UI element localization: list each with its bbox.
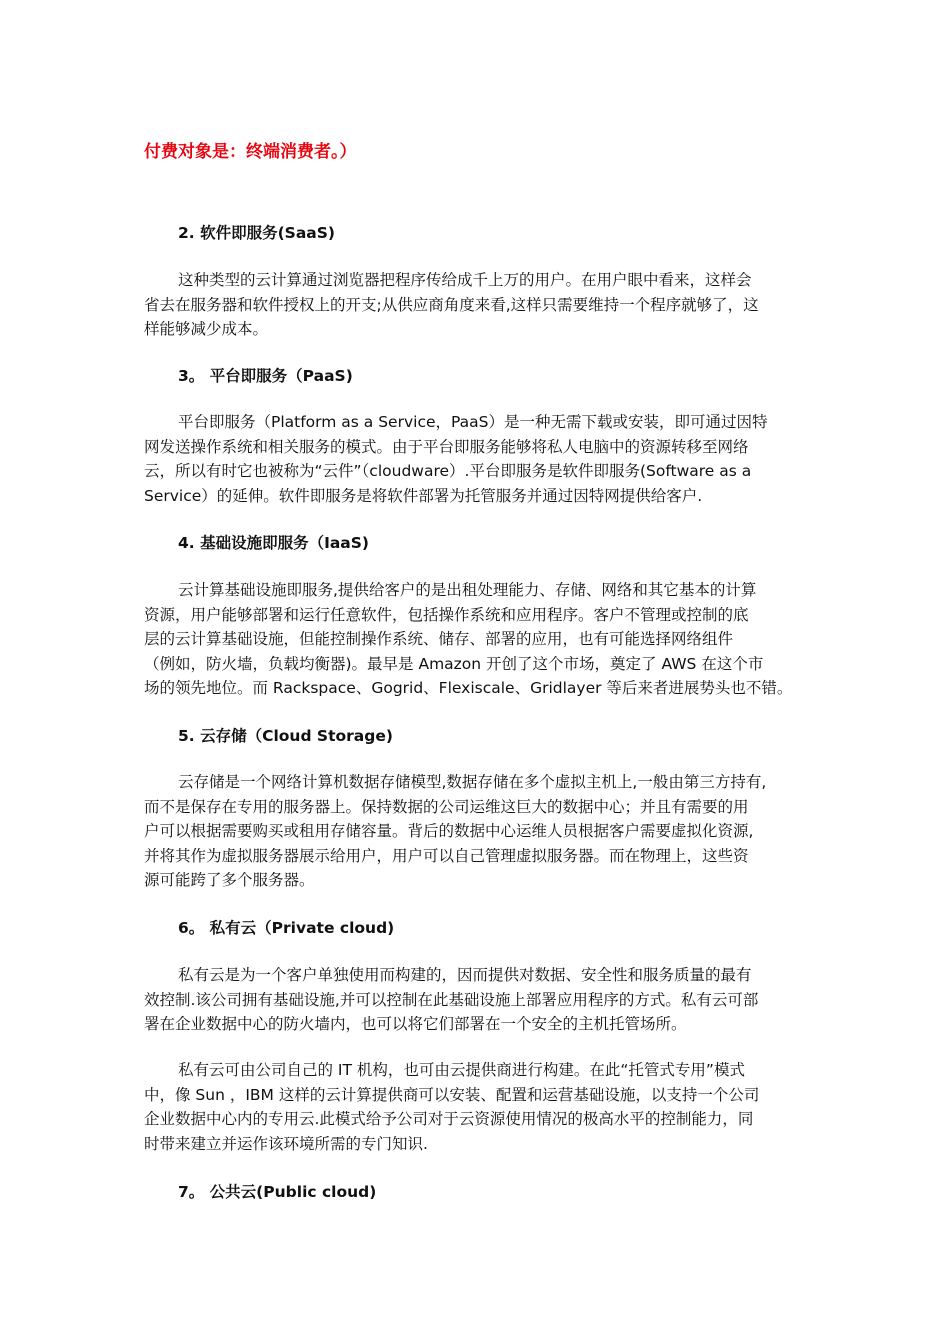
section-title-cloud-storage: 5. 云存储（Cloud Storage)	[178, 727, 393, 745]
paragraph-line: 云计算基础设施即服务,提供给客户的是出租处理能力、存储、网络和其它基本的计算	[178, 581, 757, 599]
paragraph-line: 场的领先地位。而 Rackspace、Gogrid、Flexiscale、Gridlayer 等后来者进展势头也不错。	[144, 679, 793, 697]
paragraph-line: 省去在服务器和软件授权上的开支;从供应商角度来看,这样只需要维持一个程序就够了，这	[144, 295, 759, 314]
paragraph-line: 而不是保存在专用的服务器上。保持数据的公司运维这巨大的数据中心；并且有需要的用	[144, 797, 749, 816]
paragraph-line: 网发送操作系统和相关服务的模式。由于平台即服务能够将私人电脑中的资源转移至网络	[144, 437, 749, 456]
paragraph-line: 效控制.该公司拥有基础设施,并可以控制在此基础设施上部署应用程序的方式。私有云可部	[144, 990, 759, 1009]
paragraph-line: 资源，用户能够部署和运行任意软件，包括操作系统和应用程序。客户不管理或控制的底	[144, 605, 749, 624]
paragraph-line: Service）的延伸。软件即服务是将软件部署为托管服务并通过因特网提供给客户.	[144, 486, 703, 505]
section-title-paas: 3。 平台即服务（PaaS)	[178, 367, 353, 385]
section-title-iaas: 4. 基础设施即服务（IaaS)	[178, 534, 370, 552]
paragraph-line: 源可能跨了多个服务器。	[144, 871, 315, 889]
paragraph-line: 样能够减少成本。	[144, 320, 269, 338]
paragraph-line: 云存储是一个网络计算机数据存储模型,数据存储在多个虚拟主机上,一般由第三方持有,	[178, 773, 767, 791]
paragraph-line: 企业数据中心内的专用云.此模式给予公司对于云资源使用情况的极高水平的控制能力，同	[144, 1110, 754, 1128]
paragraph-line: 云，所以有时它也被称为“云件”（cloudware）.平台即服务是软件即服务(Software as a	[144, 462, 752, 480]
section-title-public-cloud: 7。 公共云(Public cloud)	[178, 1183, 377, 1201]
paragraph-cloud-storage	[144, 770, 814, 893]
paragraph-iaas	[144, 578, 814, 701]
paragraph-line: 这种类型的云计算通过浏览器把程序传给成千上万的用户。在用户眼中看来，这样会	[178, 271, 752, 289]
section-title-private-cloud: 6。 私有云（Private cloud)	[178, 919, 395, 937]
paragraph-private-cloud-2	[144, 1058, 814, 1156]
section-title-saas: 2. 软件即服务(SaaS)	[178, 224, 335, 242]
paragraph-line: 中，像 Sun ，IBM 这样的云计算提供商可以安装、配置和运营基础设施，以支持一个公司	[144, 1085, 760, 1104]
paragraph-line: 并将其作为虚拟服务器展示给用户，用户可以自己管理虚拟服务器。而在物理上，这些资	[144, 846, 749, 865]
paragraph-line: 时带来建立并运作该环境所需的专门知识.	[144, 1134, 428, 1153]
paragraph-line: 层的云计算基础设施，但能控制操作系统、储存、部署的应用，也有可能选择网络组件	[144, 630, 734, 648]
paragraph-line: 署在企业数据中心的防火墙内，也可以将它们部署在一个安全的主机托管场所。	[144, 1015, 687, 1033]
paragraph-paas	[144, 410, 814, 508]
paragraph-line: 私有云是为一个客户单独使用而构建的，因而提供对数据、安全性和服务质量的最有	[178, 966, 752, 984]
paragraph-line: 户可以根据需要购买或租用存储容量。背后的数据中心运维人员根据客户需要虚拟化资源,	[144, 822, 754, 840]
paragraph-line: 平台即服务（Platform as a Service，PaaS）是一种无需下载或安装，即可通过因特	[178, 413, 768, 431]
paragraph-saas	[144, 268, 814, 342]
paragraph-private-cloud-1	[144, 963, 814, 1037]
paragraph-line: 私有云可由公司自己的 IT 机构，也可由云提供商进行构建。在此“托管式专用”模式	[178, 1061, 745, 1079]
red-heading: 付费对象是：终端消费者。）	[144, 142, 357, 162]
paragraph-line: （例如，防火墙，负载均衡器)。最早是 Amazon 开创了这个市场，奠定了 AWS 在这个市	[144, 654, 764, 673]
